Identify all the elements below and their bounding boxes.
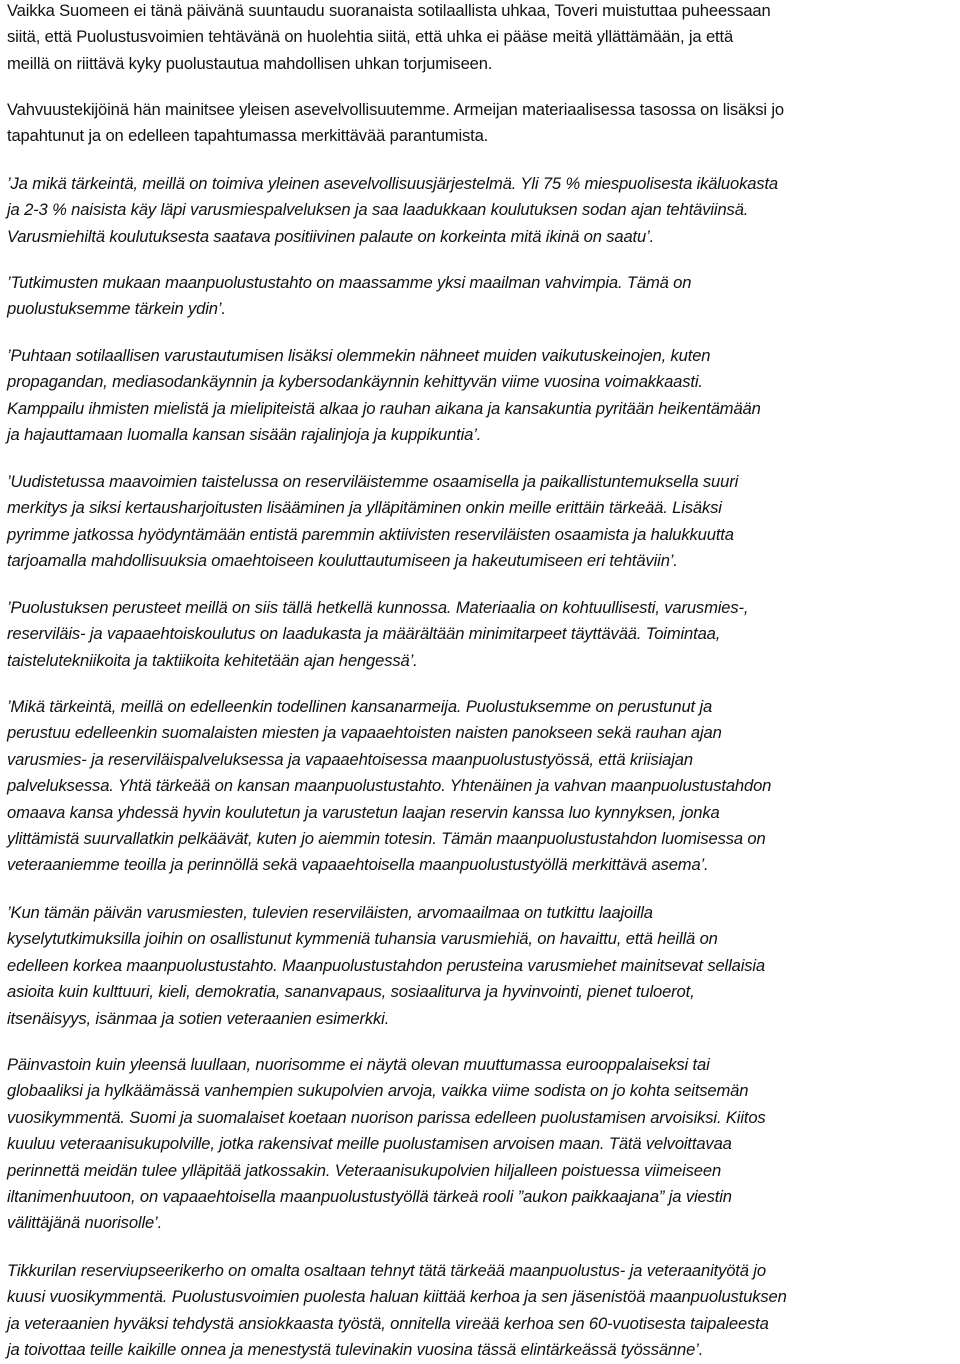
paragraph-2 [7,97,784,150]
paragraph-3-line-1: ’Ja mikä tärkeintä, meillä on toimiva yleinen asevelvollisuusjärjestelmä. Yli 75 % miespuolisesta ikäluokasta [7,174,778,193]
paragraph-9-line-3: edelleen korkea maanpuolustustahto. Maanpuolustustahdon perusteina varusmiehet mainitsevat sellaisia [7,955,766,975]
paragraph-9-line-4: asioita kuin kulttuuri, kieli, demokratia, sananvapaus, sosiaaliturva ja hyvinvointi, pienet tuloerot, [7,982,695,1002]
paragraph-4-line-1: ’Tutkimusten mukaan maanpuolustustahto on maassamme yksi maailman vahvimpia. Tämä on [7,273,692,292]
paragraph-8-line-4: palveluksessa. Yhtä tärkeää on kansan maanpuolustustahto. Yhtenäinen ja vahvan maanpuolustustahdon [7,776,772,796]
paragraph-6-line-4: tarjoamalla mahdollisuuksia omaehtoiseen kouluttautumiseen ja hakeutumiseen eri tehtäviin’. [7,551,678,571]
paragraph-4 [7,270,691,323]
paragraph-5-line-1: ’Puhtaan sotilaallisen varustautumisen lisäksi olemmekin nähneet muiden vaikutuskeinojen, kuten [7,346,711,365]
paragraph-11-line-2: kuusi vuosikymmentä. Puolustusvoimien puolesta haluan kiittää kerhoa ja sen jäsenistöä maanpuolustuksen [7,1287,787,1307]
paragraph-1-line-2: siitä, että Puolustusvoimien tehtävänä on huolehtia siitä, että uhka ei pääse meitä yllättämään, ja että [7,27,734,47]
paragraph-5-line-3: Kamppailu ihmisten mielistä ja mielipiteistä alkaa jo rauhan aikana ja kansakuntia pyritään heikentämään [7,398,761,418]
paragraph-2-line-1: Vahvuustekijöinä hän mainitsee yleisen asevelvollisuutemme. Armeijan materiaalisessa tasossa on lisäksi jo [7,100,784,119]
paragraph-9-line-5: itsenäisyys, isänmaa ja sotien veteraanien esimerkki. [7,1008,390,1028]
paragraph-3 [7,171,778,250]
paragraph-7 [7,595,748,674]
paragraph-3-line-2: ja 2-3 % naisista käy läpi varusmiespalveluksen ja saa laadukkaan koulutuksen sodan ajan tehtäviinsä. [7,200,749,220]
paragraph-8-line-5: omaava kansa yhdessä hyvin koulutetun ja varustetun laajan reservin kanssa luo kynnyksen, jonka [7,802,720,822]
paragraph-10 [7,1052,766,1237]
paragraph-9-line-2: kyselytutkimuksilla joihin on osallistunut kymmeniä tuhansia varusmiehiä, on havaittu, että heillä on [7,929,718,949]
paragraph-10-line-6: iltanimenhuutoon, on vapaaehtoisella maanpuolustustyöllä tärkeä rooli ”aukon paikkaajana” ja viestin [7,1187,732,1207]
paragraph-2-line-2: tapahtunut ja on edelleen tapahtumassa merkittävää parantumista. [7,126,489,146]
paragraph-11-line-4: ja toivottaa teille kaikille onnea ja menestystä tulevinakin vuosina tässä elintärkeässä työssänne’. [7,1340,704,1360]
paragraph-8-line-1: ’Mikä tärkeintä, meillä on edelleenkin todellinen kansanarmeija. Puolustuksemme on perustunut ja [7,697,713,716]
paragraph-10-line-2: globaaliksi ja hylkäämässä vanhempien sukupolvien arvoja, vaikka viime sodista on jo kohta seitsemän [7,1081,749,1101]
paragraph-11-line-1: Tikkurilan reserviupseerikerho on omalta osaltaan tehnyt tätä tärkeää maanpuolustus- ja veteraanityötä jo [7,1261,766,1280]
paragraph-6 [7,469,738,575]
paragraph-8-line-7: veteraaniemme teoilla ja perinnöllä sekä vapaaehtoisella maanpuolustustyöllä merkittävä asema’. [7,855,709,875]
paragraph-3-line-3: Varusmiehiltä koulutuksesta saatava positiivinen palaute on korkeinta mitä ikinä on saatu’. [7,226,655,246]
paragraph-8-line-3: varusmies- ja reserviläispalveluksessa ja vapaaehtoisessa maanpuolustustyössä, että kriisiajan [7,749,693,769]
paragraph-6-line-2: merkitys ja siksi kertausharjoitusten lisääminen ja ylläpitäminen onkin meille erittäin tärkeää. Lisäksi [7,498,722,518]
paragraph-6-line-1: ’Uudistetussa maavoimien taistelussa on reserviläistemme osaamisella ja paikallistuntemuksella suuri [7,472,739,491]
paragraph-10-line-3: vuosikymmentä. Suomi ja suomalaiset koetaan nuorison parissa edelleen puolustamisen arvoisiksi. Kiitos [7,1107,766,1127]
paragraph-6-line-3: pyrimme jatkossa hyödyntämään entistä paremmin aktiivisten reserviläisten osaamista ja halukkuutta [7,524,734,544]
paragraph-7-line-2: reserviläis- ja vapaaehtoiskoulutus on laadukasta ja määrältään minimitarpeet täyttävää. Toimintaa, [7,624,721,644]
paragraph-10-line-1: Päinvastoin kuin yleensä luullaan, nuorisomme ei näytä olevan muuttumassa eurooppalaiseksi tai [7,1055,710,1074]
paragraph-1 [7,0,771,77]
paragraph-8-line-6: ylittämistä suurvallatkin pelkäävät, kuten jo aiemmin totesin. Tämän maanpuolustustahdon luomisessa on [7,829,766,849]
paragraph-5-line-4: ja hajauttamaan luomalla kansan sisään rajalinjoja ja kuppikuntia’. [7,425,482,445]
paragraph-10-line-5: perinnettä meidän tulee ylläpitää jatkossakin. Veteraanisukupolvien hiljalleen poistuessa viimeiseen [7,1160,722,1180]
paragraph-11-line-3: ja veteraanien hyväksi tehdystä ansiokkaasta työstä, onnitella vireää kerhoa sen 60-vuotisesta taipaleesta [7,1313,769,1333]
paragraph-4-line-2: puolustuksemme tärkein ydin’. [7,299,226,319]
paragraph-9-line-1: ’Kun tämän päivän varusmiesten, tulevien reserviläisten, arvomaailmaa on tutkittu laajoilla [7,903,653,922]
paragraph-11 [7,1258,787,1364]
paragraph-1-line-1: Vaikka Suomeen ei tänä päivänä suuntaudu suoranaista sotilaallista uhkaa, Toveri muistuttaa puheessaan [7,1,771,20]
paragraph-10-line-7: välittäjänä nuorisolle’. [7,1213,163,1233]
paragraph-1-line-3: meillä on riittävä kyky puolustautua mahdollisen uhkan torjumiseen. [7,53,493,73]
paragraph-7-line-3: taistelutekniikoita ja taktiikoita kehitetään ajan hengessä’. [7,650,418,670]
paragraph-8-line-2: perustuu edelleenkin suomalaisten miesten ja vapaaehtoisten naisten panokseen sekä rauhan ajan [7,723,722,743]
paragraph-7-line-1: ’Puolustuksen perusteet meillä on siis tällä hetkellä kunnossa. Materiaalia on kohtuullisesti, varusmies-, [7,598,749,617]
paragraph-9 [7,900,765,1032]
paragraph-5 [7,343,761,449]
paragraph-5-line-2: propagandan, mediasodankäynnin ja kybersodankäynnin kehittyvän viime vuosina voimakkaasti. [7,372,703,392]
paragraph-10-line-4: kuuluu veteraanisukupolville, jotka rakensivat meille puolustamisen arvoisen maan. Tätä velvoittavaa [7,1134,732,1154]
paragraph-8 [7,694,771,879]
